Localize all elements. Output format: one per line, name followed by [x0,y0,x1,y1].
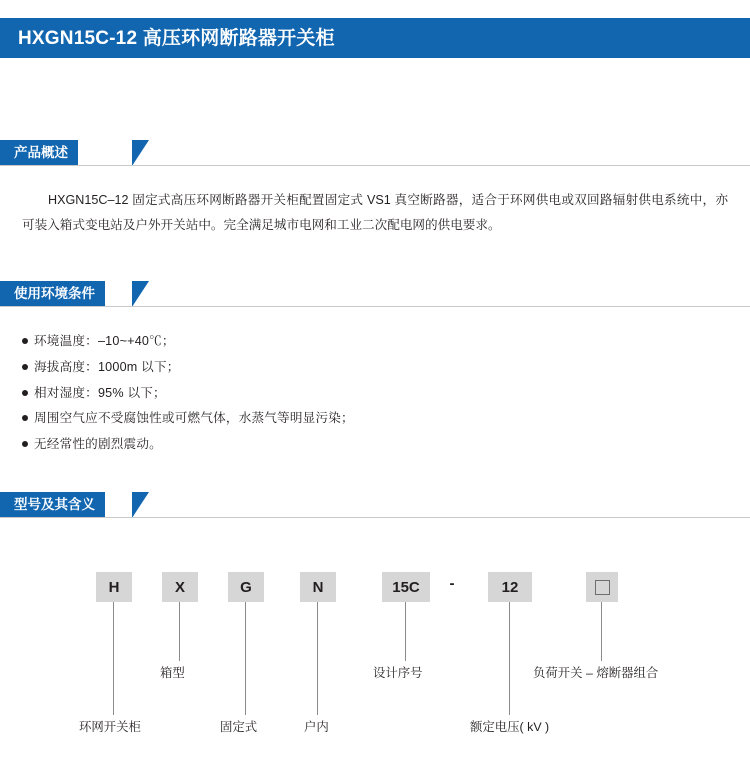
section-heading-ribbon [0,140,78,166]
model-code-box-n: N [300,572,336,602]
spacer [0,166,750,188]
conditions-list [0,329,750,458]
section-heading-label: 型号及其含义 [14,497,95,513]
bullet-dot-icon [22,338,28,344]
page-header [0,18,750,58]
model-code-box-h: H [96,572,132,602]
section-heading-label: 使用环境条件 [14,286,95,302]
ribbon-tail-shape [132,281,149,307]
section-product-overview [0,140,750,238]
paragraph-text: HXGN15C–12 固定式高压环网断路器开关柜配置固定式 VS1 真空断路器，适合于环网供电或双回路辐射供电系统中，亦可装入箱式变电站及户外开关站中。完全满足城市电网和工业二次配电网的供电要求。 [22,193,728,233]
model-code-box-x: X [162,572,198,602]
caption-switch-fuse-combination: 负荷开关 – 熔断器组合 [533,666,659,680]
empty-square-icon [595,580,610,595]
list-item [22,406,728,432]
caption-rated-voltage: 额定电压( kV ) [470,720,550,734]
leader-line-combination [601,602,602,661]
leader-line-ringmain [113,602,114,715]
section-heading-label: 产品概述 [14,145,68,161]
section-heading-bar [0,281,750,307]
list-item-label: 周围空气应不受腐蚀性或可燃气体，水蒸气等明显污染； [34,411,354,426]
section-divider-line [0,306,750,307]
list-item [22,381,728,407]
caption-box-type: 箱型 [160,666,185,680]
section-divider-line [0,517,750,518]
model-code-separator: - [449,575,455,592]
model-designation-diagram [0,548,750,782]
list-item-label: 海拔高度：1000m 以下； [34,359,180,374]
spacer [0,307,750,329]
caption-design-number: 设计序号 [373,666,423,680]
section-heading-bar [0,140,750,166]
bullet-dot-icon [22,364,28,370]
model-code-box-g: G [228,572,264,602]
list-item-label: 相对湿度：95% 以下； [34,385,166,400]
list-item [22,329,728,355]
model-code-box-option [586,572,618,602]
ribbon-tail-shape [132,140,149,166]
caption-indoor: 户内 [304,720,329,734]
caption-ring-main-cabinet: 环网开关柜 [79,720,141,734]
bullet-dot-icon [22,390,28,396]
leader-line-boxtype [179,602,180,661]
leader-line-fixed [245,602,246,715]
caption-fixed-type: 固定式 [220,720,258,734]
model-code-box-15c: 15C [382,572,430,602]
section-heading-ribbon [0,492,105,518]
list-item [22,432,728,458]
list-item [22,355,728,381]
list-item-label: 环境温度：–10~+40℃； [34,334,175,348]
page-title: HXGN15C-12 高压环网断路器开关柜 [18,27,335,49]
bullet-dot-icon [22,415,28,421]
section-model-designation [0,492,750,518]
section-paragraph [0,188,750,238]
bullet-dot-icon [22,441,28,447]
model-code-box-12: 12 [488,572,532,602]
section-divider-line [0,165,750,166]
section-heading-ribbon [0,281,105,307]
section-heading-bar [0,492,750,518]
leader-line-designno [405,602,406,661]
ribbon-tail-shape [132,492,149,518]
section-operating-conditions [0,281,750,458]
leader-line-indoor [317,602,318,715]
leader-line-voltage [509,602,510,715]
list-item-label: 无经常性的剧烈震动。 [34,437,162,452]
